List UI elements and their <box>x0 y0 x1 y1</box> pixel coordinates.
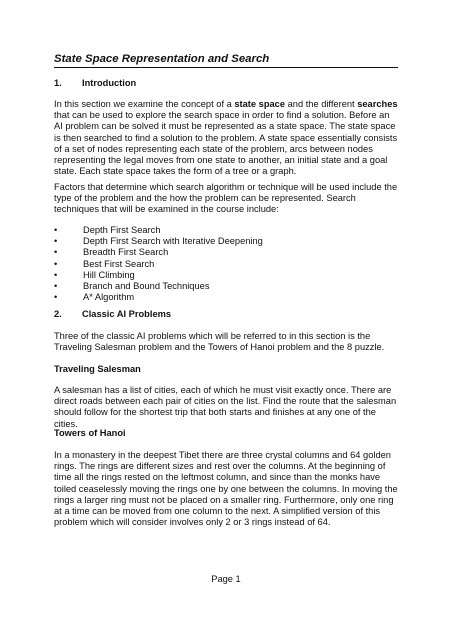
technique-item <box>54 292 400 303</box>
technique-item <box>54 225 400 236</box>
technique-item <box>54 281 400 292</box>
technique-label: Branch and Bound Techniques <box>83 281 210 292</box>
page-number: Page 1 <box>211 574 241 584</box>
bullet-icon: • <box>54 258 58 269</box>
bullet-icon: • <box>54 236 58 247</box>
page-title: State Space Representation and Search <box>54 53 398 68</box>
technique-label: A* Algorithm <box>83 292 135 303</box>
text-run: and the different <box>285 99 358 109</box>
text-run: In this section we examine the concept of a <box>54 99 235 109</box>
technique-label: Breadth First Search <box>83 247 169 258</box>
section-title: Classic AI Problems <box>82 309 172 319</box>
term-state-space: state space <box>234 99 286 109</box>
technique-label: Hill Climbing <box>83 269 135 280</box>
bullet-icon: • <box>54 269 58 280</box>
technique-item <box>54 236 400 247</box>
bullet-icon: • <box>54 281 58 292</box>
technique-label: Best First Search <box>83 258 155 269</box>
bullet-icon: • <box>54 292 58 303</box>
classic-paragraph: Three of the classic AI problems which will be referred to in this section is the Traveling Salesman problem and the Towers of Hanoi problem and the 8 puzzle. <box>54 331 385 353</box>
term-searches: searches <box>357 99 398 109</box>
bullet-icon: • <box>54 247 58 258</box>
technique-item <box>54 259 400 270</box>
section-number: 1. <box>54 78 62 88</box>
technique-item <box>54 270 400 281</box>
hanoi-paragraph: In a monastery in the deepest Tibet there are three crystal columns and 64 golden rings. The rings are different sizes and rest over the columns. At the beginning of time all the rings rested on the leftmost column, and since than the monks have toiled ceaselessly moving the rings one by one between the columns. In moving the rings a larger ring must not be placed on a smaller ring. Furthermore, only one ring at a time can be moved from one column to the next. A simplified version of this problem which will consider involves only 2 or 3 rings instead of 64. <box>54 450 398 528</box>
tsp-heading: Traveling Salesman <box>54 364 141 374</box>
tsp-paragraph: A salesman has a list of cities, each of which he must visit exactly once. There are direct roads between each pair of cities on the list. Find the route that the salesman should follow for the shortest trip that both starts and finishes at any one of the cities. <box>54 385 397 429</box>
technique-item <box>54 247 400 258</box>
bullet-icon: • <box>54 225 58 235</box>
technique-label: Depth First Search with Iterative Deepening <box>83 236 263 247</box>
intro-paragraph-2: Factors that determine which search algorithm or technique will be used include the type of the problem and the how the problem can be represented. Search techniques that will be examined in the course include: <box>54 182 398 215</box>
section-number: 2. <box>54 309 62 319</box>
section-1-heading <box>54 78 400 89</box>
section-2-heading <box>54 309 400 320</box>
technique-label: Depth First Search <box>83 225 161 235</box>
hanoi-heading: Towers of Hanoi <box>54 428 126 438</box>
text-run: that can be used to explore the search space in order to find a solution. Before an AI problem can be solved it must be represented as a state space. The state space is then searched to find a solution to the problem. A state space essentially consists of a set of nodes representing each state of the problem, arcs between nodes representing the legal moves from one state to another, an initial state and a goal state. Each state space takes the form of a tree or a graph. <box>54 110 398 177</box>
technique-list <box>54 225 400 303</box>
intro-paragraph-1 <box>54 99 400 177</box>
section-title: Introduction <box>82 78 137 88</box>
